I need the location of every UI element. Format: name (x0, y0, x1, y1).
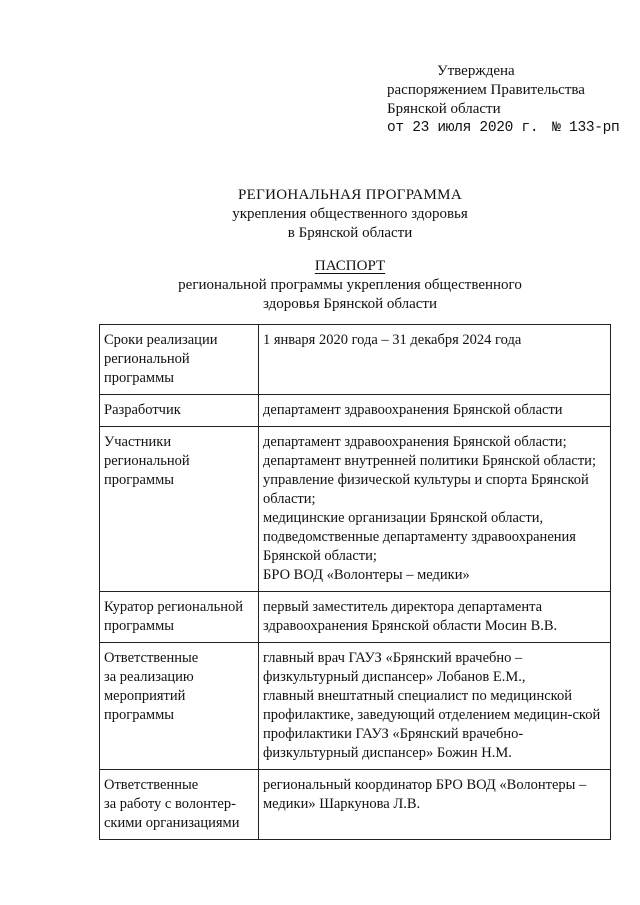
row-label-cell (100, 770, 259, 840)
table-row (100, 592, 611, 643)
table-row (100, 427, 611, 592)
row-label-cell (100, 643, 259, 770)
row-value-paragraph: 1 января 2020 года – 31 декабря 2024 года (263, 332, 522, 348)
row-label-line: Сроки реализации (104, 332, 218, 348)
row-value-cell (259, 395, 611, 427)
row-value-paragraph: управление физической культуры и спорта Брянской области; (263, 472, 589, 507)
row-label-line: за работу с волонтер- (104, 796, 236, 812)
program-title-line-3: в Брянской области (287, 225, 413, 241)
approval-stamp (387, 62, 627, 138)
table-row (100, 770, 611, 840)
program-title-line-2: укрепления общественного здоровья (232, 206, 468, 222)
passport-heading: ПАСПОРТ (314, 258, 386, 274)
row-value-cell (259, 592, 611, 643)
passport-subtitle-line-3: здоровья Брянской области (262, 296, 437, 312)
row-label-line: Ответственные (104, 650, 199, 666)
row-label-cell (100, 325, 259, 395)
row-value-paragraph: департамент здравоохранения Брянской области (263, 402, 563, 418)
row-value-paragraph: главный внештатный специалист по медицинской профилактике, заведующий отделением медицин-ской профилактики ГАУЗ «Брянский врачебно-физкультурный диспансер» Божин Н.М. (263, 688, 601, 761)
row-value-paragraph: медицинские организации Брянской области, подведомственные департаменту здравоохранения Брянской области; (263, 510, 576, 564)
approval-number: № 133-рп (552, 120, 620, 136)
row-label-line: за реализацию (104, 669, 194, 685)
row-value-cell (259, 325, 611, 395)
row-value-cell (259, 427, 611, 592)
row-value-paragraph: департамент здравоохранения Брянской области; (263, 434, 567, 450)
row-label-line: программы (104, 618, 174, 634)
table-row (100, 325, 611, 395)
approval-line-3: Брянской области (387, 101, 501, 117)
row-label-cell (100, 395, 259, 427)
row-label-line: программы (104, 370, 174, 386)
approval-date-line (387, 119, 627, 138)
approval-line-1: Утверждена (437, 63, 515, 79)
row-label-line: программы (104, 472, 174, 488)
approval-line-2: распоряжением Правительства (387, 82, 585, 98)
row-label-line: Разработчик (104, 402, 181, 418)
passport-subtitle-line-2: региональной программы укрепления общественного (178, 277, 522, 293)
row-value-paragraph: БРО ВОД «Волонтеры – медики» (263, 567, 470, 583)
row-value-paragraph: первый заместитель директора департамента здравоохранения Брянской области Мосин В.В. (263, 599, 558, 634)
row-label-line: скими организациями (104, 815, 240, 831)
row-label-cell (100, 427, 259, 592)
table-row (100, 395, 611, 427)
row-value-paragraph: главный врач ГАУЗ «Брянский врачебно – физкультурный диспансер» Лобанов Е.М., (263, 650, 526, 685)
row-label-cell (100, 592, 259, 643)
passport-table (99, 324, 611, 840)
row-label-line: Участники (104, 434, 172, 450)
row-label-line: Куратор региональной (104, 599, 243, 615)
row-value-cell (259, 770, 611, 840)
program-title (60, 186, 640, 243)
program-title-line-1: РЕГИОНАЛЬНАЯ ПРОГРАММА (238, 187, 462, 203)
row-value-paragraph: региональный координатор БРО ВОД «Волонтеры – медики» Шаркунова Л.В. (263, 777, 587, 812)
row-label-line: региональной (104, 453, 190, 469)
row-label-line: мероприятий (104, 688, 186, 704)
table-row (100, 643, 611, 770)
row-value-paragraph: департамент внутренней политики Брянской области; (263, 453, 596, 469)
row-label-line: Ответственные (104, 777, 199, 793)
row-value-cell (259, 643, 611, 770)
row-label-line: программы (104, 707, 174, 723)
passport-title (60, 257, 640, 314)
row-label-line: региональной (104, 351, 190, 367)
approval-date: от 23 июля 2020 г. (387, 120, 539, 136)
